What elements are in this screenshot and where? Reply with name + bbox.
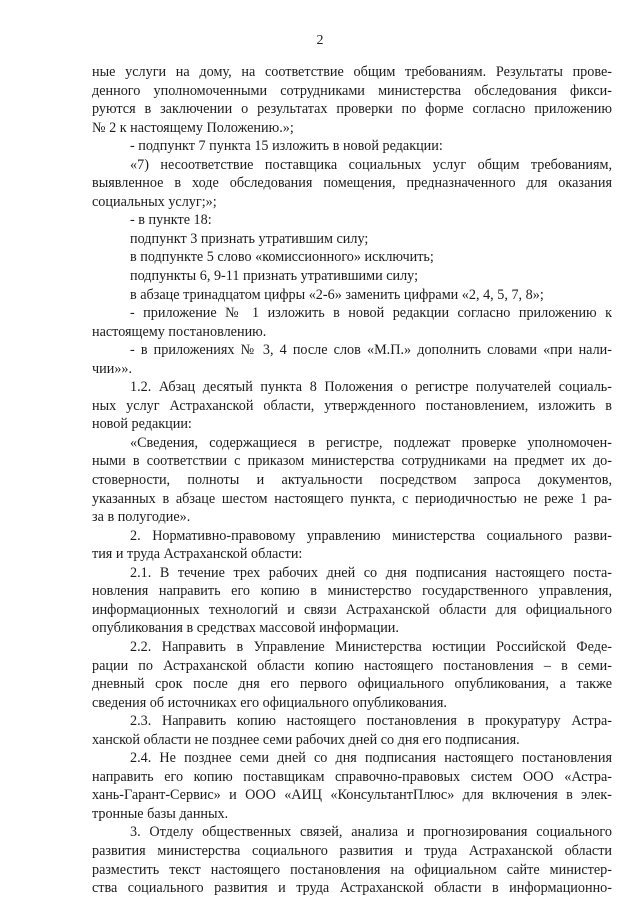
text-line: ными в соответствии с приказом министерства сотрудниками на предмет их до- bbox=[92, 453, 612, 470]
text-line: руются в заключении о результатах проверки по форме согласно приложению bbox=[92, 101, 612, 118]
text-line: информационных технологий и связи Астраханской области для официального bbox=[92, 601, 612, 618]
text-line: хань-Гарант-Сервис» и ООО «АИЦ «КонсультантПлюс» для включения в элек- bbox=[92, 787, 612, 804]
text-line: рации по Астраханской области копию настоящего постановления – в семи- bbox=[92, 657, 612, 674]
text-line: опубликования в средствах массовой информации. bbox=[92, 620, 399, 637]
text-line: 1.2. Абзац десятый пункта 8 Положения о регистре получателей социаль- bbox=[130, 379, 612, 396]
text-line: развития министерства социального развития и труда Астраханской области bbox=[92, 842, 612, 859]
text-line: «7) несоответствие поставщика социальных услуг общим требованиям, bbox=[130, 156, 612, 173]
document-body bbox=[92, 63, 612, 898]
text-line: ханской области не позднее семи рабочих дней со дня его подписания. bbox=[92, 731, 520, 748]
text-line: - в пункте 18: bbox=[130, 212, 212, 229]
text-line: тия и труда Астраханской области: bbox=[92, 546, 303, 563]
text-line: в абзаце тринадцатом цифры «2-6» заменить цифрами «2, 4, 5, 7, 8»; bbox=[130, 286, 544, 303]
text-line: направить его копию поставщикам справочно-правовых систем ООО «Астра- bbox=[92, 768, 612, 785]
text-line: - приложение № 1 изложить в новой редакции согласно приложению к bbox=[130, 305, 612, 322]
text-line: в подпункте 5 слово «комиссионного» исключить; bbox=[130, 249, 434, 266]
text-line: настоящему постановлению. bbox=[92, 323, 267, 340]
text-line: подпункт 3 признать утратившим силу; bbox=[130, 230, 369, 247]
text-line: 2.1. В течение трех рабочих дней со дня подписания настоящего поста- bbox=[130, 564, 612, 581]
text-line: подпункты 6, 9-11 признать утратившими силу; bbox=[130, 268, 419, 285]
text-line: сведения об источниках его официального опубликования. bbox=[92, 694, 447, 711]
text-line: ные услуги на дому, на соответствие общим требованиям. Результаты прове- bbox=[92, 64, 612, 80]
text-line: - подпункт 7 пункта 15 изложить в новой редакции: bbox=[130, 138, 443, 155]
text-line: денного уполномоченными сотрудниками министерства обследования фикси- bbox=[92, 82, 612, 99]
text-line: - в приложениях № 3, 4 после слов «М.П.» дополнить словами «при нали- bbox=[130, 342, 612, 359]
text-line: 2.4. Не позднее семи дней со дня подписания настоящего постановления bbox=[130, 750, 612, 767]
text-line: № 2 к настоящему Положению.»; bbox=[92, 119, 294, 136]
text-line: чии»». bbox=[92, 360, 133, 377]
text-line: 2. Нормативно-правовому управлению министерства социального разви- bbox=[130, 527, 612, 544]
text-line: новой редакции: bbox=[92, 416, 192, 433]
text-line: указанных в абзаце шестом настоящего пункта, с периодичностью не реже 1 ра- bbox=[92, 490, 612, 507]
text-line: 2.3. Направить копию настоящего постановления в прокуратуру Астра- bbox=[130, 713, 612, 730]
text-line: выявленное в ходе обследования помещения, предназначенного для оказания bbox=[92, 175, 612, 192]
text-line: тронные базы данных. bbox=[92, 805, 229, 822]
text-line: 2.2. Направить в Управление Министерства юстиции Российской Феде- bbox=[130, 638, 612, 655]
text-line: ных услуг Астраханской области, утвержденного постановлением, изложить в bbox=[92, 397, 612, 414]
text-line: новления направить его копию в министерство государственного управления, bbox=[92, 583, 612, 600]
text-line: стоверности, полноты и актуальности посредством запроса документов, bbox=[92, 472, 612, 489]
text-line: разместить текст настоящего постановления на официальном сайте министер- bbox=[92, 861, 612, 878]
text-line: 3. Отделу общественных связей, анализа и прогнозирования социального bbox=[130, 824, 612, 841]
page-number: 2 bbox=[316, 33, 324, 48]
text-line: социальных услуг;»; bbox=[92, 193, 217, 210]
text-line: «Сведения, содержащиеся в регистре, подлежат проверке уполномочен- bbox=[130, 434, 612, 451]
text-line: дневный срок после дня его первого официального опубликования, а также bbox=[92, 676, 612, 693]
text-line: за в полугодие». bbox=[92, 509, 191, 526]
text-line: ства социального развития и труда Астраханской области в информационно- bbox=[92, 880, 612, 897]
